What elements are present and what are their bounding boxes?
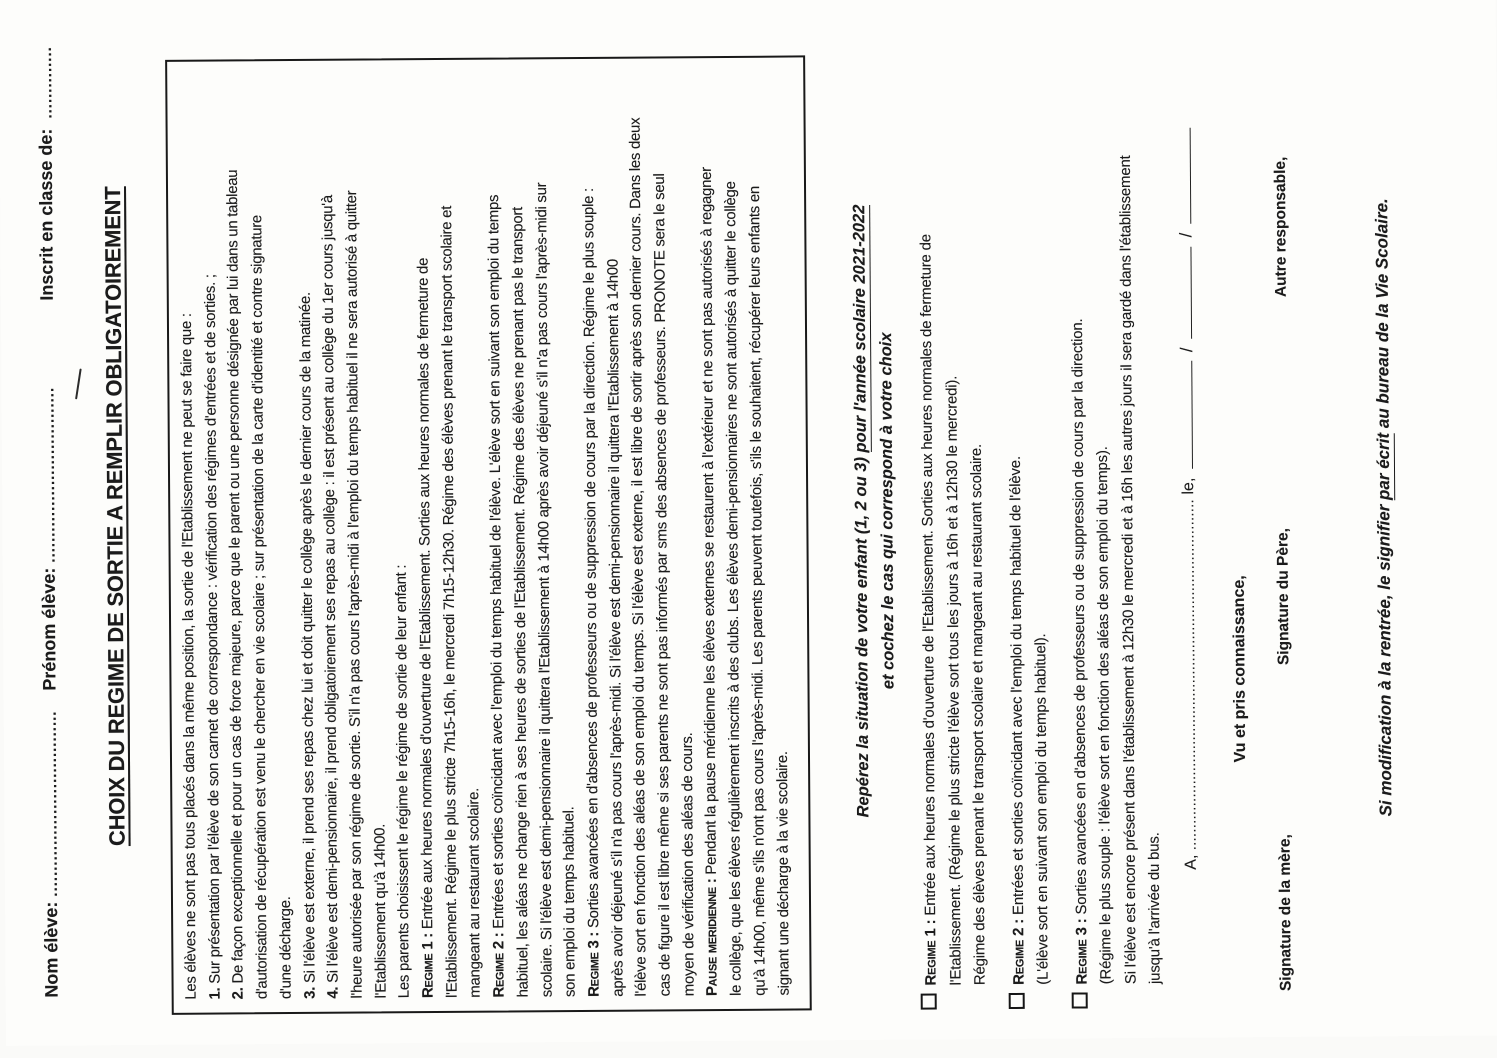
footer-note (1371, 0, 1398, 1036)
box-line-text: Entrée aux heures normales d'ouverture de l'Etablissement. Sorties aux heures normales de fermeture de (414, 257, 437, 934)
form-title: CHOIX DU REGIME DE SORTIE A REMPLIR OBLIGATOIREMENT (100, 186, 130, 847)
regime-option-label: Regime 2 : (1009, 918, 1028, 985)
box-line-text: après avoir déjeuné s'il n'a pas cours l'après-midi. Si l'élève est demi-pensionnaire il quittera l'Etablissement à 14h00 (604, 259, 627, 997)
box-line-text: l'élève sort en fonction des aléas de son emploi du temps. Si l'élève est externe, il est libre de sortir après son dernier cours. Dans les deux (626, 117, 651, 997)
place-date-line (1176, 128, 1201, 870)
signatures-row (1271, 0, 1302, 1037)
regime-option-label: Regime 1 : (922, 919, 940, 986)
footer-underlined: par écrit (1373, 432, 1394, 501)
box-line-text: cas de figure il est libre même si ses parents ne sont pas informés par sms des absences de professeurs. PRONOTE sera le seul (650, 173, 674, 997)
box-line-text: le collège, que les élèves régulièrement inscrits à des clubs. Les élèves demi-pensionnaires ne sont autorisés à quitter le collège (722, 181, 745, 996)
box-line-text: Sorties avancées en d'absences de professeurs ou de suppression de cours par la direction. Régime le plus souple : (579, 188, 603, 932)
regime-options (913, 3, 1183, 1010)
regime-option-continuation: (L'élève sort en suivant son emploi du temps habituel). (1032, 633, 1052, 985)
box-line-text: Si l'élève est demi-pensionnaire, il prend obligatoirement ses repas au collège : il est présent au collège du 1er cours jusqu'à (319, 195, 342, 987)
rules-box (165, 55, 812, 1014)
student-header-row (35, 0, 68, 1046)
box-line-text: moyen de vérification des aléas de cours. (678, 732, 698, 997)
box-line-text: Les parents choisissent le régime le régime de sortie de leur enfant : (392, 564, 414, 999)
name-label: Nom élève: (40, 901, 62, 998)
box-line-bold-prefix: Regime 2 : (490, 932, 508, 998)
footer-text-start: Si modification à la rentrée, le signifier (1374, 499, 1396, 817)
box-line-text: Si l'élève est externe, il prend ses repas chez lui et doit quitter le collège après le dernier cours de la matinée. (296, 292, 319, 988)
checkbox (921, 994, 937, 1010)
regime-option-continuation: (Régime le plus souple : l'élève sort en fonction des aléas de son emploi du temps). Si l'élève est encore présent dans l'établissement à 12h30 le mercredi et à 16h les autres jours il sera gardé dans l'établissement jusqu'à l'arrivée du bus. (1093, 155, 1164, 985)
firstname-field (37, 387, 60, 691)
acknowledgement-line: Vu et pris connaissance, (1230, 575, 1250, 763)
choice-heading (845, 0, 904, 1040)
box-line-bold-prefix: 2. (230, 987, 248, 1000)
signature-mother-label: Signature de la mère, (1276, 834, 1295, 992)
signature-father-label: Signature du Père, (1274, 528, 1293, 666)
box-line-text: qu'à 14h00, même s'ils n'ont pas cours l'après-midi. Les parents peuvent toutefois, s'ils le souhaitent, récupérer leurs enfants en (745, 186, 769, 996)
box-line-text: d'autorisation de récupération est venu le chercher en vie scolaire ; sur présentation de la carte d'identité et contre signature (248, 214, 271, 1000)
box-line-text: Les élèves ne sont pas tous placés dans la même position, la sortie de l'Etablissement ne peut se faire que : (177, 313, 200, 1000)
regime-option (913, 4, 994, 1009)
date-separator: / (1177, 347, 1197, 353)
box-line-text: habituel, les aléas ne change rien à ses heures de sorties de l'Etablissement. Régime des élèves ne prenant pas le transport (508, 207, 532, 998)
regime-option-text: Entrée aux heures normales d'ouverture de l'Etablissement. Sorties aux heures normales de fermeture de (917, 234, 940, 920)
place-label: A, (1182, 854, 1200, 870)
firstname-label: Prénom élève: (38, 567, 60, 691)
regime-option-label: Regime 3 : (1072, 918, 1091, 985)
box-line-text: scolaire. Si l'élève est demi-pensionnaire il quittera l'Etablissement à 14h00 après avoir déjeuné s'il n'a pas cours l'après-midi sur (532, 182, 556, 998)
class-field (35, 46, 58, 301)
choice-heading-line2: et cochez le cas qui correspond à votre choix (877, 332, 898, 690)
box-line-bold-prefix: Regime 3 : (585, 931, 603, 997)
box-line-bold-prefix: 3. (301, 986, 319, 999)
box-line-text: Sur présentation par l'élève de son carnet de correspondance : vérification des régimes d'entrées et de sorties. ; (201, 274, 224, 988)
box-line-text: signant une décharge à la vie scolaire. (773, 751, 793, 996)
name-field (40, 711, 63, 998)
regime-option (1063, 3, 1168, 1009)
class-label: Inscrit en classe de: (35, 128, 57, 301)
name-dotted-line: .................................... (42, 710, 61, 897)
checkbox (1071, 992, 1087, 1008)
box-line-text: l'Etablissement. Régime le plus stricte 7h15-16h, le mercredi 7h15-12h30. Régime des élèves prenant le transport scolaire et (437, 205, 461, 998)
box-line-bold-prefix: 1. (206, 987, 224, 1000)
checkbox (1008, 993, 1024, 1009)
choice-heading-year-underlined: pour l'année scolaire 2021-2022 (850, 204, 870, 453)
box-line-text: Pendant la pause méridienne les élèves externes se restaurent à l'extérieur et ne sont pas autorisés à regagner (698, 167, 721, 879)
box-line-text: mangeant au restaurant scolaire. (465, 787, 485, 998)
date-separator: / (1176, 232, 1196, 238)
pen-mark-artifact (75, 368, 82, 399)
date-slot-year (1177, 128, 1192, 224)
signature-other-label: Autre responsable, (1271, 156, 1290, 298)
class-dotted-line: .............. (38, 46, 56, 119)
box-line-bold-prefix: Regime 1 : (419, 933, 437, 999)
box-line-text: d'une décharge. (276, 896, 295, 1000)
place-dotted-line: ................................................................................ (1180, 498, 1199, 851)
date-label: le, (1180, 477, 1198, 495)
date-slot-day (1178, 361, 1193, 469)
regime-option-text: Entrées et sorties coïncidant avec l'emploi du temps habituel de l'élève. (1006, 456, 1027, 920)
box-line-text: l'heure autorisée par son régime de sortie. S'il n'a pas cours l'après-midi à l'emploi du temps habituel il ne sera autorisé à quitter (342, 190, 366, 999)
choice-heading-line1-text: Repérez la situation de votre enfant (1, 2 ou 3) (851, 452, 873, 818)
firstname-dotted-line: .................................. (40, 386, 59, 563)
footer-text-end: au bureau de la Vie Scolaire. (1372, 198, 1393, 433)
box-line-bold-prefix: Pause meridienne : (703, 878, 722, 997)
regime-option-continuation: l'Etablissement. (Régime le plus stricte l'élève sort tous les jours à 16h et à 12h30 le mercredi). Régime des élèves prenant le transport scolaire et mangeant au restaurant scolaire. (942, 375, 989, 986)
box-line-text: De façon exceptionnelle et pour un cas de force majeure, parce que le parent ou une personne désignée par lui dans un tableau (224, 169, 248, 988)
box-line-text: Entrées et sorties coïncidant avec l'emploi du temps habituel de l'élève. L'élève sort en suivant son emploi du temps (485, 194, 508, 933)
box-line-text: l'Etablissement qu'à 14h00. (371, 823, 390, 999)
regime-option (1000, 4, 1056, 1009)
date-slot-month (1177, 246, 1192, 338)
regime-option-text: Sorties avancées en d'absences de professeurs ou de suppression de cours par la direction. (1068, 318, 1090, 919)
box-line-bold-prefix: 4. (324, 986, 342, 999)
box-line-text: son emploi du temps habituel. (560, 806, 579, 998)
